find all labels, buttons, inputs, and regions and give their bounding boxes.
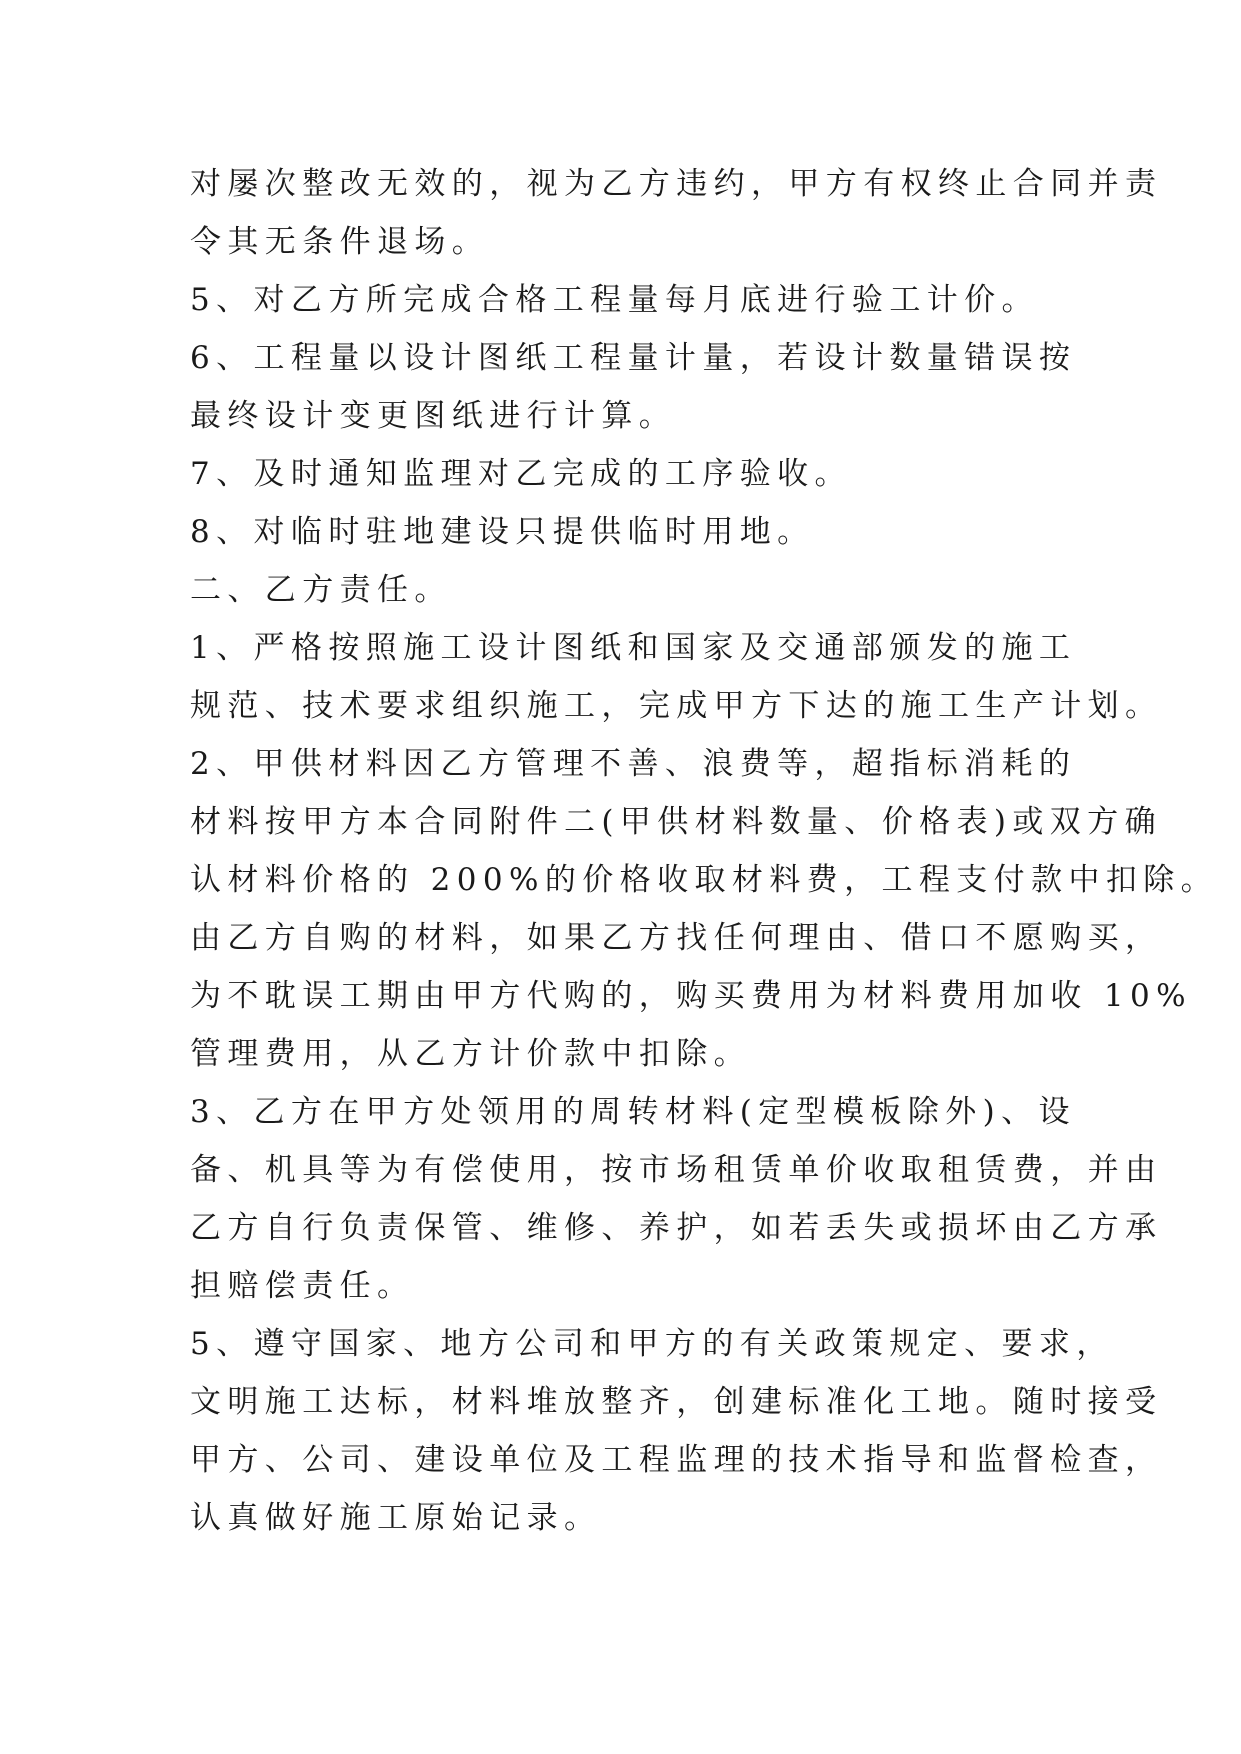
- text-line: 7、及时通知监理对乙完成的工序验收。: [190, 456, 852, 492]
- text-line: 令其无条件退场。: [190, 224, 490, 260]
- text-line: 2、甲供材料因乙方管理不善、浪费等，超指标消耗的: [190, 746, 1077, 782]
- paragraph: [190, 619, 1163, 735]
- text-line: 3、乙方在甲方处领用的周转材料(定型模板除外)、设: [190, 1094, 1076, 1130]
- paragraph: [190, 561, 1050, 619]
- text-line: 5、对乙方所完成合格工程量每月底进行验工计价。: [190, 282, 1039, 318]
- text-line: 二、乙方责任。: [190, 572, 452, 608]
- text-line: 为不耽误工期由甲方代购的，购买费用为材料费用加收 10%: [190, 978, 1192, 1014]
- text-line: 由乙方自购的材料，如果乙方找任何理由、借口不愿购买，: [190, 920, 1163, 956]
- text-line: 认材料价格的 200%的价格收取材料费，工程支付款中扣除。: [190, 862, 1219, 898]
- paragraph: [190, 155, 1163, 271]
- text-line: 对屡次整改无效的，视为乙方违约，甲方有权终止合同并责: [190, 166, 1163, 202]
- text-line: 5、遵守国家、地方公司和甲方的有关政策规定、要求，: [190, 1326, 1114, 1362]
- text-line: 1、严格按照施工设计图纸和国家及交通部颁发的施工: [190, 630, 1077, 666]
- text-line: 担赔偿责任。: [190, 1268, 415, 1304]
- text-line: 材料按甲方本合同附件二(甲供材料数量、价格表)或双方确: [190, 804, 1162, 840]
- text-line: 最终设计变更图纸进行计算。: [190, 398, 677, 434]
- paragraph: [190, 1083, 1163, 1315]
- text-line: 备、机具等为有偿使用，按市场租赁单价收取租赁费，并由: [190, 1152, 1163, 1188]
- paragraph: [190, 271, 1050, 329]
- text-line: 认真做好施工原始记录。: [190, 1500, 602, 1536]
- text-line: 甲方、公司、建设单位及工程监理的技术指导和监督检查，: [190, 1442, 1163, 1478]
- paragraph: [190, 503, 1050, 561]
- paragraph: [190, 1315, 1163, 1547]
- paragraph: [190, 329, 1077, 445]
- document-body: [190, 155, 1219, 1547]
- text-line: 乙方自行负责保管、维修、养护，如若丢失或损坏由乙方承: [190, 1210, 1163, 1246]
- paragraph: [190, 445, 1050, 503]
- text-line: 8、对临时驻地建设只提供临时用地。: [190, 514, 815, 550]
- text-line: 文明施工达标，材料堆放整齐，创建标准化工地。随时接受: [190, 1384, 1163, 1420]
- paragraph: [190, 735, 1219, 1083]
- text-line: 规范、技术要求组织施工，完成甲方下达的施工生产计划。: [190, 688, 1163, 724]
- text-line: 管理费用，从乙方计价款中扣除。: [190, 1036, 751, 1072]
- text-line: 6、工程量以设计图纸工程量计量，若设计数量错误按: [190, 340, 1077, 376]
